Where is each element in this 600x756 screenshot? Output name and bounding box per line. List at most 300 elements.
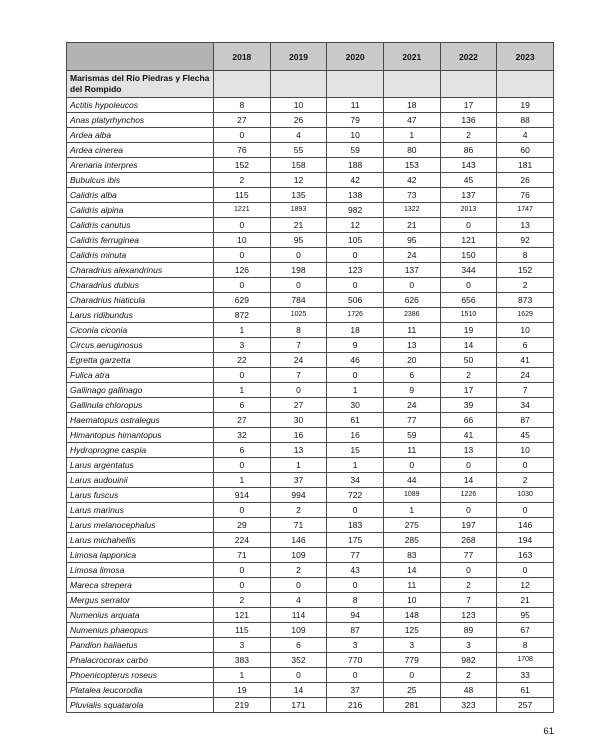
count-cell: 14 <box>270 683 327 698</box>
count-cell: 7 <box>440 593 497 608</box>
year-header: 2019 <box>270 43 327 71</box>
count-cell: 163 <box>497 548 554 563</box>
count-cell: 257 <box>497 698 554 713</box>
count-cell: 83 <box>383 548 440 563</box>
table-body <box>67 71 554 713</box>
count-cell: 1221 <box>214 203 271 218</box>
count-cell: 20 <box>383 353 440 368</box>
table-row <box>67 188 554 203</box>
count-cell: 0 <box>497 503 554 518</box>
species-name: Numenius arquata <box>67 608 214 623</box>
count-cell: 37 <box>270 473 327 488</box>
group-row <box>67 71 554 98</box>
count-cell: 12 <box>270 173 327 188</box>
group-empty-cell <box>497 71 554 98</box>
table-row <box>67 263 554 278</box>
count-cell: 0 <box>440 563 497 578</box>
species-name: Haematopus ostralegus <box>67 413 214 428</box>
species-name: Bubulcus ibis <box>67 173 214 188</box>
count-cell: 66 <box>440 413 497 428</box>
count-cell: 39 <box>440 398 497 413</box>
count-cell: 281 <box>383 698 440 713</box>
table-row <box>67 443 554 458</box>
count-cell: 1089 <box>383 488 440 503</box>
count-cell: 109 <box>270 548 327 563</box>
count-cell: 914 <box>214 488 271 503</box>
count-cell: 1629 <box>497 308 554 323</box>
count-cell: 0 <box>270 278 327 293</box>
count-cell: 12 <box>497 578 554 593</box>
count-cell: 268 <box>440 533 497 548</box>
count-cell: 1893 <box>270 203 327 218</box>
count-cell: 872 <box>214 308 271 323</box>
count-cell: 77 <box>327 548 384 563</box>
species-name: Pluvialis squatarola <box>67 698 214 713</box>
count-cell: 506 <box>327 293 384 308</box>
count-cell: 136 <box>440 113 497 128</box>
count-cell: 198 <box>270 263 327 278</box>
species-name: Calidris alpina <box>67 203 214 218</box>
count-cell: 17 <box>440 383 497 398</box>
species-name: Anas platyrhynchos <box>67 113 214 128</box>
count-cell: 2 <box>214 593 271 608</box>
count-cell: 3 <box>327 638 384 653</box>
count-cell: 656 <box>440 293 497 308</box>
count-cell: 9 <box>383 383 440 398</box>
table-row <box>67 158 554 173</box>
species-name: Larus fuscus <box>67 488 214 503</box>
count-cell: 105 <box>327 233 384 248</box>
count-cell: 125 <box>383 623 440 638</box>
count-cell: 115 <box>214 623 271 638</box>
table-row <box>67 683 554 698</box>
species-name: Arenaria interpres <box>67 158 214 173</box>
count-cell: 11 <box>383 323 440 338</box>
count-cell: 19 <box>440 323 497 338</box>
count-cell: 137 <box>440 188 497 203</box>
count-cell: 6 <box>270 638 327 653</box>
count-cell: 1708 <box>497 653 554 668</box>
table-row <box>67 593 554 608</box>
table-row <box>67 173 554 188</box>
count-cell: 16 <box>327 428 384 443</box>
count-cell: 114 <box>270 608 327 623</box>
species-name: Larus ridibundus <box>67 308 214 323</box>
count-cell: 0 <box>440 218 497 233</box>
count-cell: 0 <box>214 248 271 263</box>
species-name: Actitis hypoleucos <box>67 98 214 113</box>
table-row <box>67 308 554 323</box>
count-cell: 9 <box>327 338 384 353</box>
table-row <box>67 368 554 383</box>
table-row <box>67 398 554 413</box>
count-cell: 34 <box>327 473 384 488</box>
table-row <box>67 278 554 293</box>
count-cell: 27 <box>214 413 271 428</box>
year-header: 2023 <box>497 43 554 71</box>
table-row <box>67 323 554 338</box>
table-row <box>67 503 554 518</box>
count-cell: 1 <box>383 128 440 143</box>
count-cell: 10 <box>383 593 440 608</box>
count-cell: 55 <box>270 143 327 158</box>
count-cell: 27 <box>214 113 271 128</box>
table-row <box>67 488 554 503</box>
count-cell: 1 <box>327 383 384 398</box>
count-cell: 92 <box>497 233 554 248</box>
count-cell: 21 <box>270 218 327 233</box>
year-header: 2018 <box>214 43 271 71</box>
group-empty-cell <box>440 71 497 98</box>
count-cell: 873 <box>497 293 554 308</box>
count-cell: 77 <box>440 548 497 563</box>
count-cell: 2013 <box>440 203 497 218</box>
species-name: Egretta garzetta <box>67 353 214 368</box>
table-row <box>67 578 554 593</box>
page-number: 61 <box>543 726 554 737</box>
count-cell: 33 <box>497 668 554 683</box>
count-cell: 982 <box>327 203 384 218</box>
count-cell: 42 <box>383 173 440 188</box>
species-name: Phalacrocorax carbo <box>67 653 214 668</box>
count-cell: 10 <box>497 443 554 458</box>
table-row <box>67 698 554 713</box>
table-row <box>67 533 554 548</box>
species-name: Fulica atra <box>67 368 214 383</box>
species-name: Charadrius hiaticula <box>67 293 214 308</box>
count-cell: 19 <box>497 98 554 113</box>
count-cell: 71 <box>270 518 327 533</box>
count-cell: 1030 <box>497 488 554 503</box>
count-cell: 32 <box>214 428 271 443</box>
species-name: Larus argentatus <box>67 458 214 473</box>
species-name: Ardea cinerea <box>67 143 214 158</box>
table-row <box>67 668 554 683</box>
table-row <box>67 338 554 353</box>
count-cell: 19 <box>214 683 271 698</box>
count-cell: 188 <box>327 158 384 173</box>
count-cell: 2 <box>440 578 497 593</box>
count-cell: 50 <box>440 353 497 368</box>
count-cell: 383 <box>214 653 271 668</box>
count-cell: 1 <box>383 503 440 518</box>
table-row <box>67 653 554 668</box>
species-name: Calidris ferruginea <box>67 233 214 248</box>
count-cell: 48 <box>440 683 497 698</box>
table-row <box>67 113 554 128</box>
count-cell: 181 <box>497 158 554 173</box>
count-cell: 275 <box>383 518 440 533</box>
count-cell: 0 <box>214 368 271 383</box>
count-cell: 21 <box>497 593 554 608</box>
count-cell: 87 <box>327 623 384 638</box>
count-cell: 47 <box>383 113 440 128</box>
count-cell: 76 <box>497 188 554 203</box>
count-cell: 784 <box>270 293 327 308</box>
count-cell: 17 <box>440 98 497 113</box>
count-cell: 152 <box>497 263 554 278</box>
count-cell: 25 <box>383 683 440 698</box>
species-name: Calidris alba <box>67 188 214 203</box>
count-cell: 121 <box>440 233 497 248</box>
count-cell: 0 <box>214 578 271 593</box>
count-cell: 42 <box>327 173 384 188</box>
count-cell: 224 <box>214 533 271 548</box>
count-cell: 0 <box>383 278 440 293</box>
species-name: Charadrius alexandrinus <box>67 263 214 278</box>
count-cell: 123 <box>327 263 384 278</box>
count-cell: 30 <box>327 398 384 413</box>
species-name: Hydroprogne caspia <box>67 443 214 458</box>
table-row <box>67 233 554 248</box>
count-cell: 24 <box>383 398 440 413</box>
count-cell: 43 <box>327 563 384 578</box>
count-cell: 143 <box>440 158 497 173</box>
count-cell: 44 <box>383 473 440 488</box>
species-name: Calidris minuta <box>67 248 214 263</box>
species-name: Limosa lapponica <box>67 548 214 563</box>
count-cell: 11 <box>327 98 384 113</box>
count-cell: 71 <box>214 548 271 563</box>
count-cell: 0 <box>270 578 327 593</box>
table-row <box>67 383 554 398</box>
count-cell: 14 <box>383 563 440 578</box>
count-cell: 0 <box>214 278 271 293</box>
species-name: Himantopus himantopus <box>67 428 214 443</box>
count-cell: 146 <box>270 533 327 548</box>
count-cell: 2 <box>440 668 497 683</box>
count-cell: 7 <box>497 383 554 398</box>
count-cell: 0 <box>327 503 384 518</box>
count-cell: 10 <box>497 323 554 338</box>
count-cell: 13 <box>440 443 497 458</box>
count-cell: 0 <box>327 278 384 293</box>
species-name: Ciconia ciconia <box>67 323 214 338</box>
count-cell: 323 <box>440 698 497 713</box>
count-cell: 76 <box>214 143 271 158</box>
count-cell: 95 <box>270 233 327 248</box>
count-cell: 4 <box>497 128 554 143</box>
count-cell: 0 <box>327 368 384 383</box>
count-cell: 95 <box>383 233 440 248</box>
species-name: Numenius phaeopus <box>67 623 214 638</box>
count-cell: 1 <box>214 668 271 683</box>
count-cell: 135 <box>270 188 327 203</box>
count-cell: 158 <box>270 158 327 173</box>
count-cell: 0 <box>214 128 271 143</box>
count-cell: 0 <box>214 218 271 233</box>
count-cell: 12 <box>327 218 384 233</box>
count-cell: 37 <box>327 683 384 698</box>
count-cell: 18 <box>383 98 440 113</box>
count-cell: 73 <box>383 188 440 203</box>
count-cell: 24 <box>497 368 554 383</box>
species-name: Circus aeruginosus <box>67 338 214 353</box>
count-cell: 722 <box>327 488 384 503</box>
count-cell: 0 <box>383 668 440 683</box>
count-cell: 11 <box>383 578 440 593</box>
species-name: Platalea leucorodia <box>67 683 214 698</box>
count-cell: 152 <box>214 158 271 173</box>
table-row <box>67 203 554 218</box>
group-empty-cell <box>383 71 440 98</box>
table-row <box>67 143 554 158</box>
count-cell: 10 <box>270 98 327 113</box>
count-cell: 126 <box>214 263 271 278</box>
table-row <box>67 248 554 263</box>
count-cell: 3 <box>214 338 271 353</box>
count-cell: 2 <box>497 278 554 293</box>
table-row <box>67 128 554 143</box>
count-cell: 7 <box>270 368 327 383</box>
count-cell: 4 <box>270 593 327 608</box>
count-cell: 29 <box>214 518 271 533</box>
count-cell: 0 <box>440 278 497 293</box>
count-cell: 13 <box>270 443 327 458</box>
count-cell: 0 <box>440 503 497 518</box>
table-row <box>67 353 554 368</box>
count-cell: 2386 <box>383 308 440 323</box>
count-cell: 0 <box>270 383 327 398</box>
count-cell: 88 <box>497 113 554 128</box>
count-cell: 626 <box>383 293 440 308</box>
count-cell: 8 <box>497 638 554 653</box>
count-cell: 175 <box>327 533 384 548</box>
species-name: Limosa limosa <box>67 563 214 578</box>
count-cell: 11 <box>383 443 440 458</box>
count-cell: 0 <box>270 248 327 263</box>
count-cell: 24 <box>270 353 327 368</box>
count-cell: 344 <box>440 263 497 278</box>
count-cell: 183 <box>327 518 384 533</box>
count-cell: 67 <box>497 623 554 638</box>
count-cell: 13 <box>383 338 440 353</box>
count-cell: 59 <box>383 428 440 443</box>
year-header: 2021 <box>383 43 440 71</box>
bird-census-table <box>66 42 554 713</box>
year-header: 2022 <box>440 43 497 71</box>
species-name: Gallinago gallinago <box>67 383 214 398</box>
count-cell: 8 <box>270 323 327 338</box>
count-cell: 0 <box>214 458 271 473</box>
count-cell: 15 <box>327 443 384 458</box>
species-name: Charadrius dubius <box>67 278 214 293</box>
header-corner-cell <box>67 43 214 71</box>
count-cell: 0 <box>214 503 271 518</box>
count-cell: 8 <box>497 248 554 263</box>
count-cell: 2 <box>440 368 497 383</box>
count-cell: 26 <box>497 173 554 188</box>
species-name: Larus audouinii <box>67 473 214 488</box>
count-cell: 45 <box>440 173 497 188</box>
count-cell: 27 <box>270 398 327 413</box>
count-cell: 61 <box>327 413 384 428</box>
species-name: Phoenicopterus roseus <box>67 668 214 683</box>
count-cell: 146 <box>497 518 554 533</box>
group-empty-cell <box>270 71 327 98</box>
count-cell: 0 <box>214 563 271 578</box>
count-cell: 8 <box>327 593 384 608</box>
count-cell: 148 <box>383 608 440 623</box>
table-row <box>67 548 554 563</box>
count-cell: 59 <box>327 143 384 158</box>
count-cell: 80 <box>383 143 440 158</box>
species-name: Larus marinus <box>67 503 214 518</box>
count-cell: 6 <box>497 338 554 353</box>
count-cell: 34 <box>497 398 554 413</box>
table-row <box>67 518 554 533</box>
count-cell: 3 <box>383 638 440 653</box>
count-cell: 30 <box>270 413 327 428</box>
count-cell: 6 <box>214 398 271 413</box>
count-cell: 61 <box>497 683 554 698</box>
table-row <box>67 98 554 113</box>
count-cell: 79 <box>327 113 384 128</box>
count-cell: 2 <box>497 473 554 488</box>
count-cell: 1322 <box>383 203 440 218</box>
count-cell: 150 <box>440 248 497 263</box>
count-cell: 22 <box>214 353 271 368</box>
species-name: Ardea alba <box>67 128 214 143</box>
count-cell: 1747 <box>497 203 554 218</box>
species-name: Gallinula chloropus <box>67 398 214 413</box>
count-cell: 352 <box>270 653 327 668</box>
year-header: 2020 <box>327 43 384 71</box>
count-cell: 171 <box>270 698 327 713</box>
count-cell: 137 <box>383 263 440 278</box>
count-cell: 8 <box>214 98 271 113</box>
species-name: Larus michahellis <box>67 533 214 548</box>
count-cell: 1 <box>214 473 271 488</box>
count-cell: 0 <box>327 578 384 593</box>
count-cell: 94 <box>327 608 384 623</box>
count-cell: 0 <box>440 458 497 473</box>
count-cell: 0 <box>383 458 440 473</box>
count-cell: 2 <box>214 173 271 188</box>
table-row <box>67 638 554 653</box>
count-cell: 0 <box>497 563 554 578</box>
count-cell: 4 <box>270 128 327 143</box>
count-cell: 0 <box>327 668 384 683</box>
group-empty-cell <box>214 71 271 98</box>
table-row <box>67 458 554 473</box>
species-name: Larus melanocephalus <box>67 518 214 533</box>
count-cell: 41 <box>497 353 554 368</box>
table-row <box>67 218 554 233</box>
header-row <box>67 43 554 71</box>
table-row <box>67 413 554 428</box>
count-cell: 60 <box>497 143 554 158</box>
species-name: Calidris canutus <box>67 218 214 233</box>
count-cell: 0 <box>270 668 327 683</box>
count-cell: 1 <box>270 458 327 473</box>
count-cell: 41 <box>440 428 497 443</box>
count-cell: 1025 <box>270 308 327 323</box>
table-row <box>67 473 554 488</box>
count-cell: 994 <box>270 488 327 503</box>
count-cell: 1726 <box>327 308 384 323</box>
count-cell: 6 <box>383 368 440 383</box>
count-cell: 24 <box>383 248 440 263</box>
count-cell: 115 <box>214 188 271 203</box>
count-cell: 2 <box>440 128 497 143</box>
table-row <box>67 428 554 443</box>
species-name: Mareca strepera <box>67 578 214 593</box>
count-cell: 0 <box>497 458 554 473</box>
count-cell: 86 <box>440 143 497 158</box>
count-cell: 285 <box>383 533 440 548</box>
count-cell: 16 <box>270 428 327 443</box>
